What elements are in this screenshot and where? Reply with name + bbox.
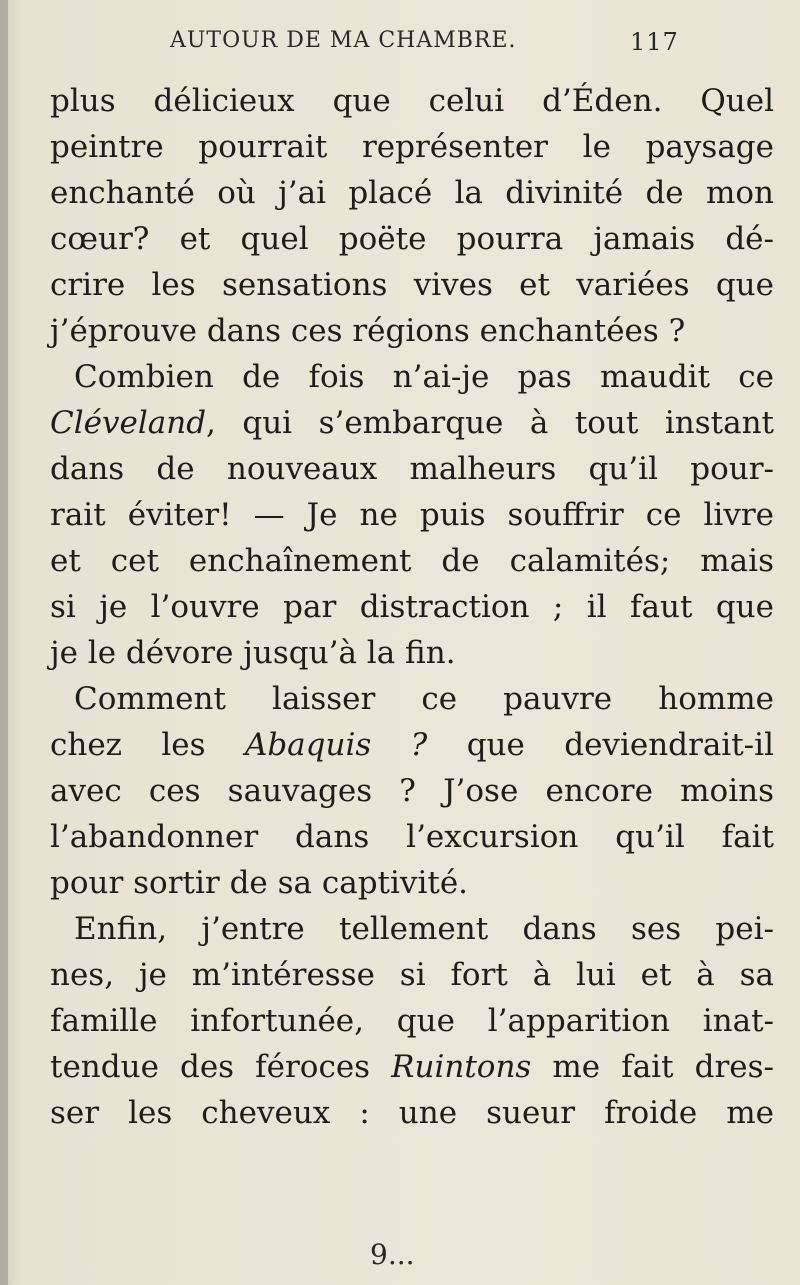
text-line: cœur? et quel poëte pourra jamais dé- [50, 221, 774, 257]
italic-name-abaquis: Abaquis ? [244, 727, 428, 763]
text-line-with-italic [50, 1044, 774, 1090]
signature-mark: 9... [370, 1238, 415, 1271]
text-line: je le dévore jusqu’à la fin. [50, 635, 456, 671]
text-line: ser les cheveux : une sueur froide me [50, 1095, 774, 1131]
text-fragment: me fait dres- [531, 1049, 774, 1085]
text-line: Combien de fois n’ai-je pas maudit ce [74, 359, 774, 395]
page-number: 117 [630, 28, 679, 56]
text-line: enchanté où j’ai placé la divinité de mon [50, 175, 774, 211]
text-line: pour sortir de sa captivité. [50, 865, 469, 901]
text-line: j’éprouve dans ces régions enchantées ? [50, 313, 686, 349]
text-line-with-italic [50, 400, 774, 446]
italic-title-cleveland: Cléveland [50, 405, 207, 441]
text-line: et cet enchaînement de calamités; mais [50, 543, 774, 579]
text-line: plus délicieux que celui d’Éden. Quel [50, 83, 774, 119]
text-line: crire les sensations vives et variées que [50, 267, 774, 303]
text-fragment: , qui s’embarque à tout instant [206, 405, 774, 441]
text-line: Enfin, j’entre tellement dans ses pei- [74, 911, 774, 947]
text-fragment: que deviendrait-il [427, 727, 774, 763]
body-text [50, 78, 774, 1136]
text-line: rait éviter! — Je ne puis souffrir ce livre [50, 497, 774, 533]
text-line: si je l’ouvre par distraction ; il faut que [50, 589, 774, 625]
text-fragment: tendue des féroces [50, 1049, 371, 1085]
text-line: Comment laisser ce pauvre homme [74, 681, 774, 717]
text-line: famille infortunée, que l’apparition inat- [50, 1003, 774, 1039]
text-line: l’abandonner dans l’excursion qu’il fait [50, 819, 774, 855]
text-line: nes, je m’intéresse si fort à lui et à sa [50, 957, 774, 993]
italic-name-ruintons: Ruintons [391, 1049, 532, 1085]
text-line-with-italic [50, 722, 774, 768]
text-fragment: chez les [50, 727, 206, 763]
page-header [170, 28, 679, 68]
text-line: dans de nouveaux malheurs qu’il pour- [50, 451, 774, 487]
text-line: peintre pourrait représenter le paysage [50, 129, 774, 165]
text-line: avec ces sauvages ? J’ose encore moins [50, 773, 774, 809]
running-head: AUTOUR DE MA CHAMBRE. [170, 28, 517, 53]
page-gutter-shadow [0, 0, 8, 1285]
